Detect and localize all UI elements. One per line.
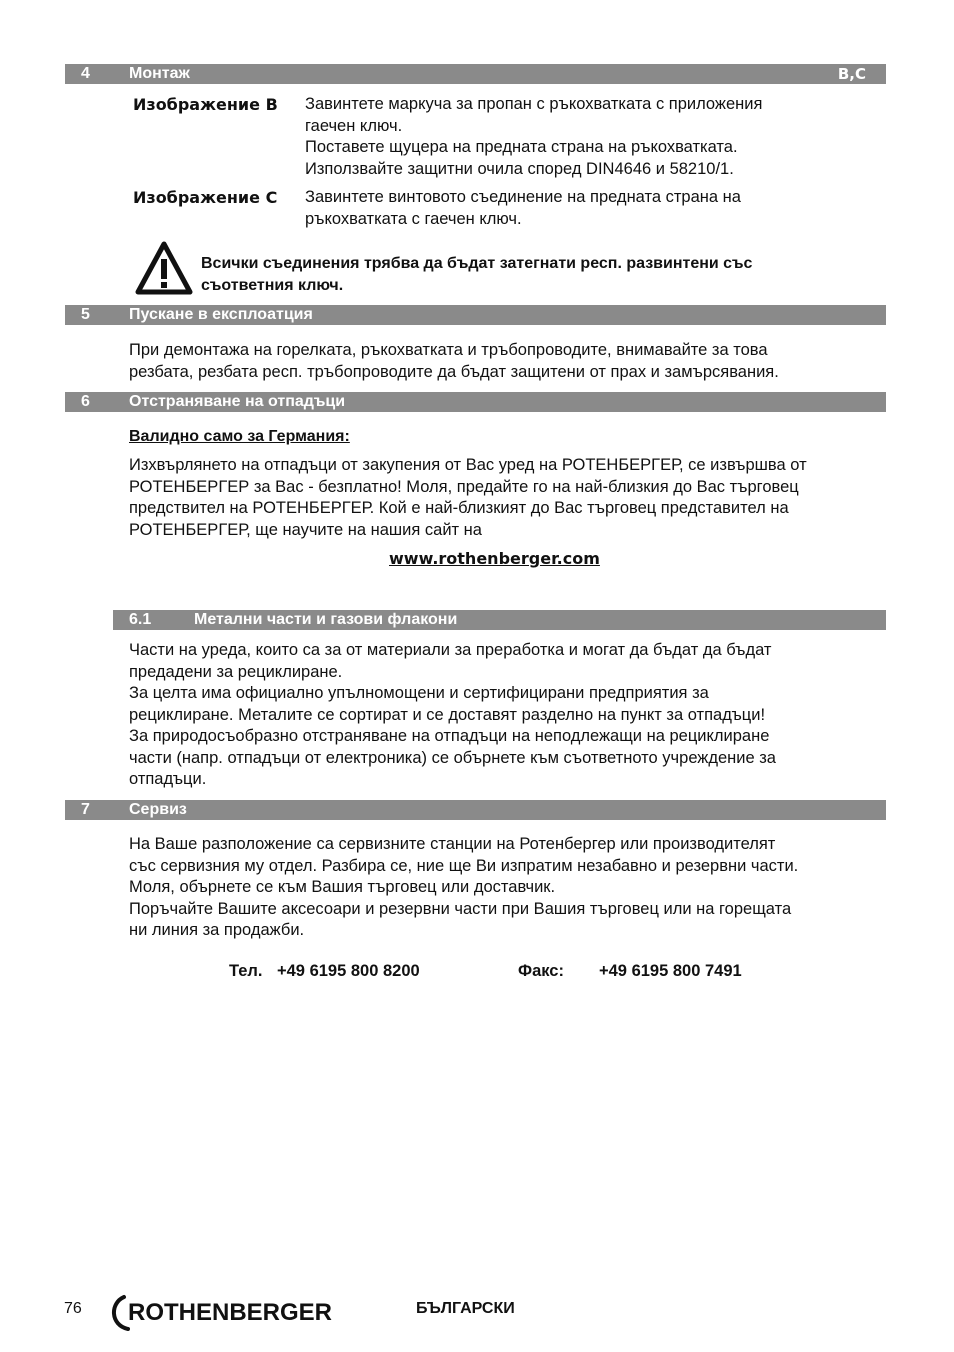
tel-number: +49 6195 800 8200 [277, 962, 420, 980]
language-label: БЪЛГАРСКИ [416, 1300, 515, 1317]
tel-label: Тел. [229, 962, 263, 980]
warning-text: Всички съединения трябва да бъдат затегнати респ. развинтени със съответния ключ. [201, 255, 753, 294]
metal-parts-text: Части на уреда, които са за от материали за преработка и могат да бъдат да бъдат предадени за рециклиране. За целта има официално упълномощени и сертифицирани предприятия за рециклиране. Металите се сортират и се доставят разделно на пункт за отпадъци! За природосъобразно отстраняване на отпадъци на неподлежащи на рециклиране части (напр. отпадъци от електроника) се обърнете към съответното учреждение за отпадъци. [129, 641, 776, 788]
figure-c-label: Изображение C [133, 188, 278, 207]
section-bar-7 [65, 800, 886, 820]
germany-heading: Валидно само за Германия: [129, 428, 350, 445]
figure-c-text: Завинтете винтовото съединение на предната страна на ръкохватката с гаечен ключ. [305, 188, 741, 228]
figure-reference: B,C [837, 65, 866, 83]
website-link[interactable]: www.rothenberger.com [389, 549, 600, 568]
figure-b-text: Завинтете маркуча за пропан с ръкохватката с приложения гаечен ключ. Поставете щуцера на предната страна на ръкохватката. Използвайте защитни очила според DIN4646 и 58210/1. [305, 95, 763, 178]
section-bar-6-1 [113, 610, 886, 630]
section-title: Сервиз [129, 801, 187, 818]
fax-number: +49 6195 800 7491 [599, 962, 742, 980]
section-number: 6 [81, 393, 90, 410]
section-title: Отстраняване на отпадъци [129, 393, 346, 410]
section-number: 4 [81, 65, 90, 82]
section-bar-4 [65, 64, 886, 84]
figure-b-label: Изображение B [133, 95, 278, 114]
section-number: 6.1 [129, 611, 152, 628]
section-number: 5 [81, 306, 90, 323]
startup-text: При демонтажа на горелката, ръкохватката и тръбопроводите, внимавайте за това резбата, резбата респ. тръбопроводите да бъдат защитени от прах и замърсявания. [129, 341, 779, 381]
service-text: На Ваше разположение са сервизните станции на Ротенбергер или производителят със сервизния му отдел. Разбира се, ние ще Ви изпратим незабавно и резервни части. Моля, обърнете се към Вашия търговец или доставчик. Поръчайте Вашите аксесоари и резервни части при Вашия търговец или на горещата ни линия за продажби. [129, 835, 799, 939]
page-number: 76 [64, 1300, 82, 1317]
section-bar-6 [65, 392, 886, 412]
warning-icon [135, 240, 193, 296]
section-number: 7 [81, 801, 90, 818]
fax-label: Факс: [518, 962, 564, 980]
section-title: Монтаж [129, 65, 190, 82]
section-bar-5 [65, 305, 886, 325]
disposal-text: Изхвърлянето на отпадъци от закупения от Вас уред на РОТЕНБЕРГЕР, се извършва от РОТЕНБЕРГЕР за Вас - безплатно! Моля, предайте го на най-близкия до Вас търговец предствител на РОТЕНБЕРГЕР. Кой е най-близкият до Вас търговец представител на РОТЕНБЕРГЕР, ще научите на нашия сайт на [129, 456, 807, 539]
section-title: Метални части и газови флакони [194, 611, 458, 628]
svg-text:ROTHENBERGER: ROTHENBERGER [128, 1299, 333, 1326]
section-title: Пускане в експлоатция [129, 306, 313, 323]
rothenberger-logo [106, 1293, 356, 1333]
